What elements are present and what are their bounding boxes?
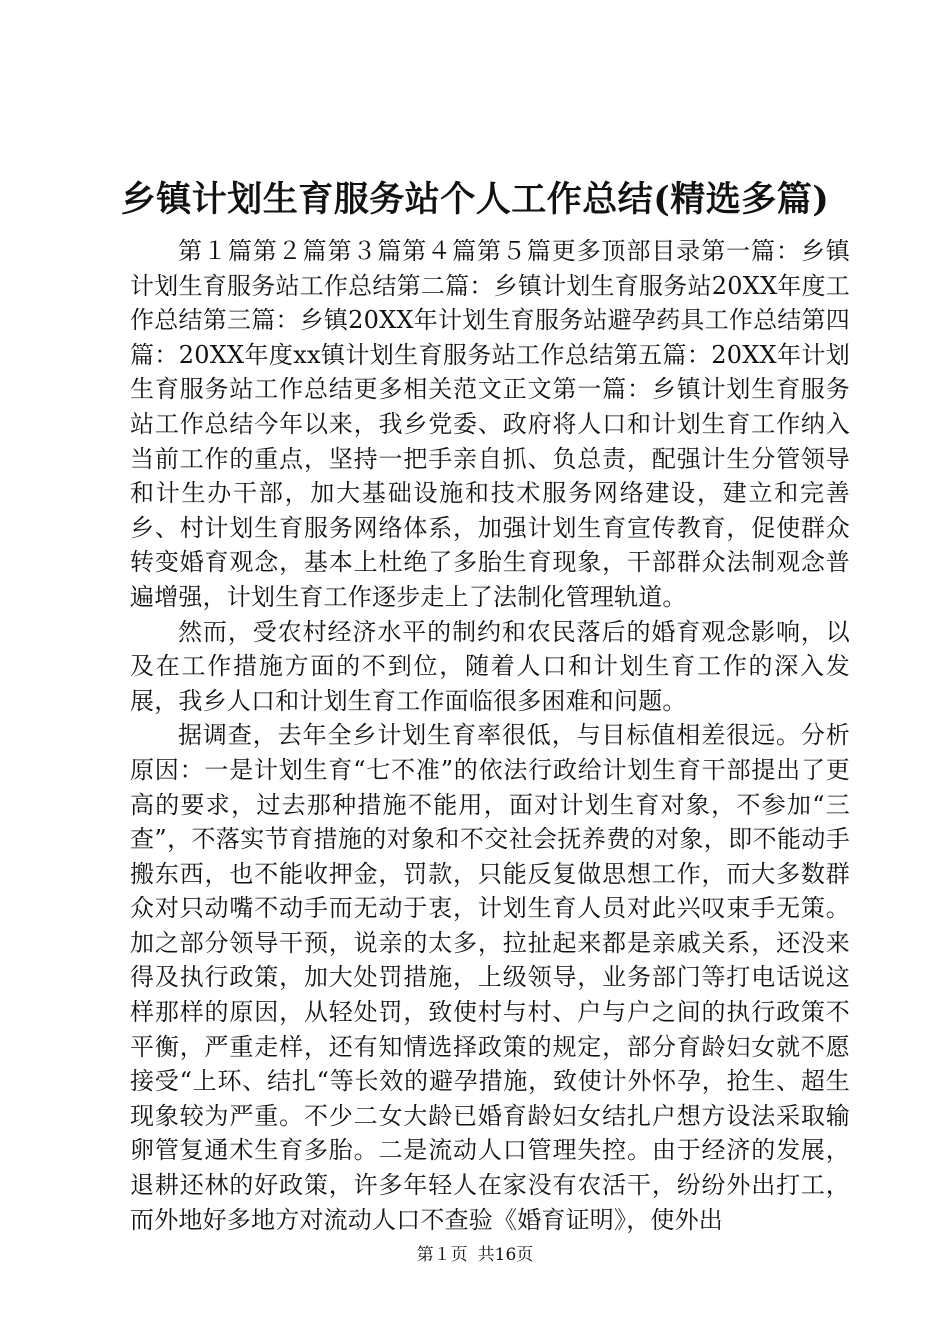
page-total: 共16页 — [477, 1245, 534, 1265]
document-body — [130, 234, 850, 1237]
page-footer — [0, 1244, 950, 1266]
page-number: 第１页 — [416, 1245, 468, 1265]
document-title: 乡镇计划生育服务站个人工作总结(精选多篇) — [120, 179, 830, 220]
paragraph-1: 第１篇第２篇第３篇第４篇第５篇更多顶部目录第一篇：乡镇计划生育服务站工作总结第二篇：乡镇计划生育服务站20XX年度工作总结第三篇：乡镇20XX年计划生育服务站避孕药具工作总结第四篇：20XX年度xx镇计划生育服务站工作总结第五篇：20XX年计划生育服务站工作总结更多相关范文正文第一篇：乡镇计划生育服务站工作总结今年以来，我乡党委、政府将人口和计划生育工作纳入当前工作的重点，坚持一把手亲自抓、负总责，配强计生分管领导和计生办干部，加大基础设施和技术服务网络建设，建立和完善乡、村计划生育服务网络体系，加强计划生育宣传教育，促使群众转变婚育观念，基本上杜绝了多胎生育现象，干部群众法制观念普遍增强，计划生育工作逐步走上了法制化管理轨道。 — [130, 237, 850, 611]
paragraph-2: 然而，受农村经济水平的制约和农民落后的婚育观念影响，以及在工作措施方面的不到位，随着人口和计划生育工作的深入发展，我乡人口和计划生育工作面临很多困难和问题。 — [130, 617, 850, 715]
paragraph-3: 据调查，去年全乡计划生育率很低，与目标值相差很远。分析原因：一是计划生育“七不准”的依法行政给计划生育干部提出了更高的要求，过去那种措施不能用，面对计划生育对象，不参加“三查”，不落实节育措施的对象和不交社会抚养费的对象，即不能动手搬东西，也不能收押金，罚款，只能反复做思想工作，而大多数群众对只动嘴不动手而无动于衷，计划生育人员对此兴叹束手无策。加之部分领导干预，说亲的太多，拉扯起来都是亲戚关系，还没来得及执行政策，加大处罚措施，上级领导，业务部门等打电话说这样那样的原因，从轻处罚，致使村与村、户与户之间的执行政策不平衡，严重走样，还有知情选择政策的规定，部分育龄妇女就不愿接受“上环、结扎“等长效的避孕措施，致使计外怀孕，抢生、超生现象较为严重。不少二女大龄已婚育龄妇女结扎户想方设法采取输卵管复通术生育多胎。二是流动人口管理失控。由于经济的发展，退耕还林的好政策，许多年轻人在家没有农活干，纷纷外出打工，而外地好多地方对流动人口不查验《婚育证明》，使外出 — [130, 721, 850, 1234]
